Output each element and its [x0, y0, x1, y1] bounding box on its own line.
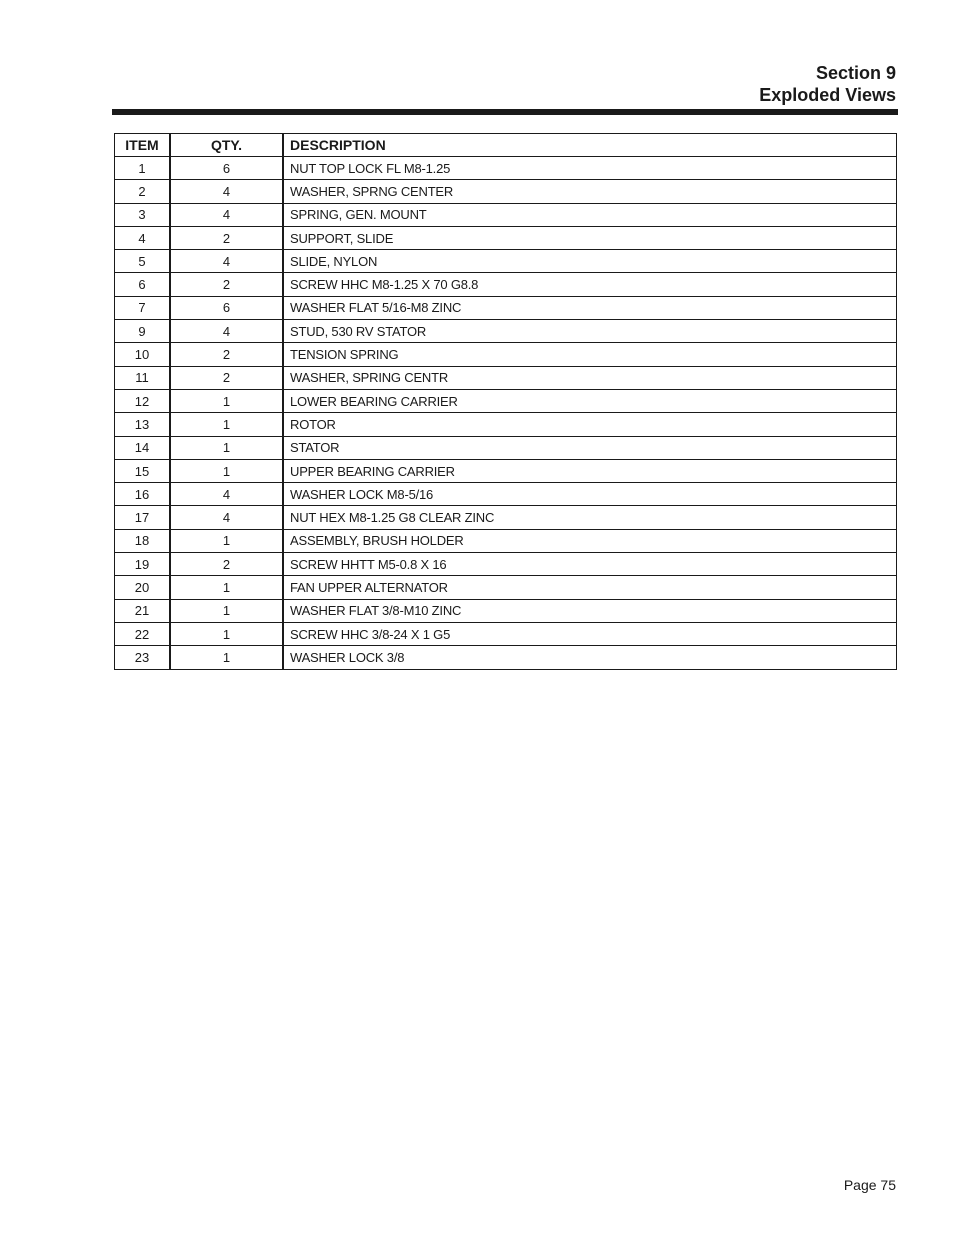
description-text: WASHER LOCK M8-5/16 — [290, 486, 434, 502]
description-text: NUT HEX M8-1.25 G8 CLEAR ZINC — [290, 510, 495, 526]
description-cell — [283, 343, 897, 366]
description-cell — [283, 646, 897, 669]
table-row — [115, 646, 897, 669]
quantity-cell: 2 — [170, 343, 283, 366]
quantity-cell: 6 — [170, 157, 283, 180]
table-row — [115, 296, 897, 319]
description-cell — [283, 576, 897, 599]
quantity-cell: 1 — [170, 576, 283, 599]
item-number-cell: 6 — [115, 273, 171, 296]
quantity-cell: 1 — [170, 599, 283, 622]
description-cell — [283, 599, 897, 622]
item-number-cell: 17 — [115, 506, 171, 529]
item-number-cell: 19 — [115, 553, 171, 576]
description-text: WASHER FLAT 3/8-M10 ZINC — [290, 603, 462, 619]
quantity-cell: 1 — [170, 436, 283, 459]
description-text: SCREW HHTT M5-0.8 X 16 — [290, 556, 447, 572]
item-number-cell: 14 — [115, 436, 171, 459]
description-text: SCREW HHC 3/8-24 X 1 G5 — [290, 626, 451, 642]
description-cell — [283, 157, 897, 180]
description-text: WASHER LOCK 3/8 — [290, 649, 405, 665]
item-number-cell: 9 — [115, 320, 171, 343]
description-text: STATOR — [290, 440, 340, 456]
description-text: UPPER BEARING CARRIER — [290, 463, 455, 479]
description-text: SPRING, GEN. MOUNT — [290, 207, 427, 223]
description-cell — [283, 553, 897, 576]
table-row — [115, 180, 897, 203]
section-label: Section 9 — [815, 63, 896, 83]
item-number-cell: 18 — [115, 529, 171, 552]
description-cell — [283, 459, 897, 482]
description-text: SCREW HHC M8-1.25 X 70 G8.8 — [290, 277, 479, 293]
description-text: WASHER, SPRING CENTR — [290, 370, 449, 386]
description-text: WASHER, SPRNG CENTER — [290, 183, 454, 199]
page-number: Page 75 — [843, 1177, 896, 1193]
table-row — [115, 320, 897, 343]
description-text: ASSEMBLY, BRUSH HOLDER — [290, 533, 464, 549]
quantity-cell: 4 — [170, 180, 283, 203]
description-cell — [283, 180, 897, 203]
column-header-description: DESCRIPTION — [283, 134, 897, 157]
table-row — [115, 553, 897, 576]
item-number-cell: 15 — [115, 459, 171, 482]
page-title: Exploded Views — [759, 85, 896, 105]
description-cell — [283, 483, 897, 506]
item-number-cell: 20 — [115, 576, 171, 599]
quantity-cell: 2 — [170, 553, 283, 576]
description-cell — [283, 366, 897, 389]
quantity-cell: 1 — [170, 529, 283, 552]
table-row — [115, 250, 897, 273]
table-row — [115, 506, 897, 529]
quantity-cell: 4 — [170, 203, 283, 226]
description-text: WASHER FLAT 5/16-M8 ZINC — [290, 300, 462, 316]
quantity-cell: 4 — [170, 483, 283, 506]
description-text: NUT TOP LOCK FL M8-1.25 — [290, 160, 451, 176]
description-cell — [283, 250, 897, 273]
quantity-cell: 1 — [170, 389, 283, 412]
table-row — [115, 389, 897, 412]
quantity-cell: 1 — [170, 646, 283, 669]
quantity-cell: 4 — [170, 250, 283, 273]
item-number-cell: 2 — [115, 180, 171, 203]
description-text: FAN UPPER ALTERNATOR — [290, 579, 448, 595]
item-number-cell: 1 — [115, 157, 171, 180]
description-text: SLIDE, NYLON — [290, 253, 378, 269]
description-cell — [283, 273, 897, 296]
description-cell — [283, 203, 897, 226]
item-number-cell: 13 — [115, 413, 171, 436]
description-cell — [283, 506, 897, 529]
description-text: SUPPORT, SLIDE — [290, 230, 394, 246]
item-number-cell: 10 — [115, 343, 171, 366]
parts-table-body — [115, 157, 897, 670]
description-text: TENSION SPRING — [290, 347, 399, 363]
item-number-cell: 23 — [115, 646, 171, 669]
item-number-cell: 4 — [115, 226, 171, 249]
table-row — [115, 622, 897, 645]
table-row — [115, 157, 897, 180]
item-number-cell: 16 — [115, 483, 171, 506]
table-row — [115, 436, 897, 459]
item-number-cell: 12 — [115, 389, 171, 412]
column-header-item: ITEM — [115, 134, 171, 157]
table-row — [115, 529, 897, 552]
table-header-row — [115, 134, 897, 157]
quantity-cell: 2 — [170, 273, 283, 296]
quantity-cell: 4 — [170, 320, 283, 343]
quantity-cell: 1 — [170, 622, 283, 645]
header-divider — [112, 109, 898, 115]
item-number-cell: 22 — [115, 622, 171, 645]
description-cell — [283, 622, 897, 645]
table-row — [115, 599, 897, 622]
table-row — [115, 273, 897, 296]
table-row — [115, 226, 897, 249]
item-number-cell: 11 — [115, 366, 171, 389]
table-row — [115, 413, 897, 436]
description-cell — [283, 529, 897, 552]
page-header — [759, 62, 896, 106]
item-number-cell: 5 — [115, 250, 171, 273]
description-cell — [283, 389, 897, 412]
quantity-cell: 1 — [170, 413, 283, 436]
description-cell — [283, 436, 897, 459]
quantity-cell: 2 — [170, 366, 283, 389]
parts-table — [114, 133, 897, 670]
quantity-cell: 4 — [170, 506, 283, 529]
table-row — [115, 203, 897, 226]
quantity-cell: 6 — [170, 296, 283, 319]
description-text: STUD, 530 RV STATOR — [290, 323, 427, 339]
description-cell — [283, 296, 897, 319]
table-row — [115, 343, 897, 366]
table-row — [115, 576, 897, 599]
description-text: LOWER BEARING CARRIER — [290, 393, 458, 409]
quantity-cell: 2 — [170, 226, 283, 249]
item-number-cell: 21 — [115, 599, 171, 622]
column-header-qty: QTY. — [170, 134, 283, 157]
table-row — [115, 483, 897, 506]
item-number-cell: 7 — [115, 296, 171, 319]
table-row — [115, 459, 897, 482]
item-number-cell: 3 — [115, 203, 171, 226]
description-cell — [283, 226, 897, 249]
description-cell — [283, 413, 897, 436]
quantity-cell: 1 — [170, 459, 283, 482]
description-cell — [283, 320, 897, 343]
description-text: ROTOR — [290, 416, 336, 432]
table-row — [115, 366, 897, 389]
